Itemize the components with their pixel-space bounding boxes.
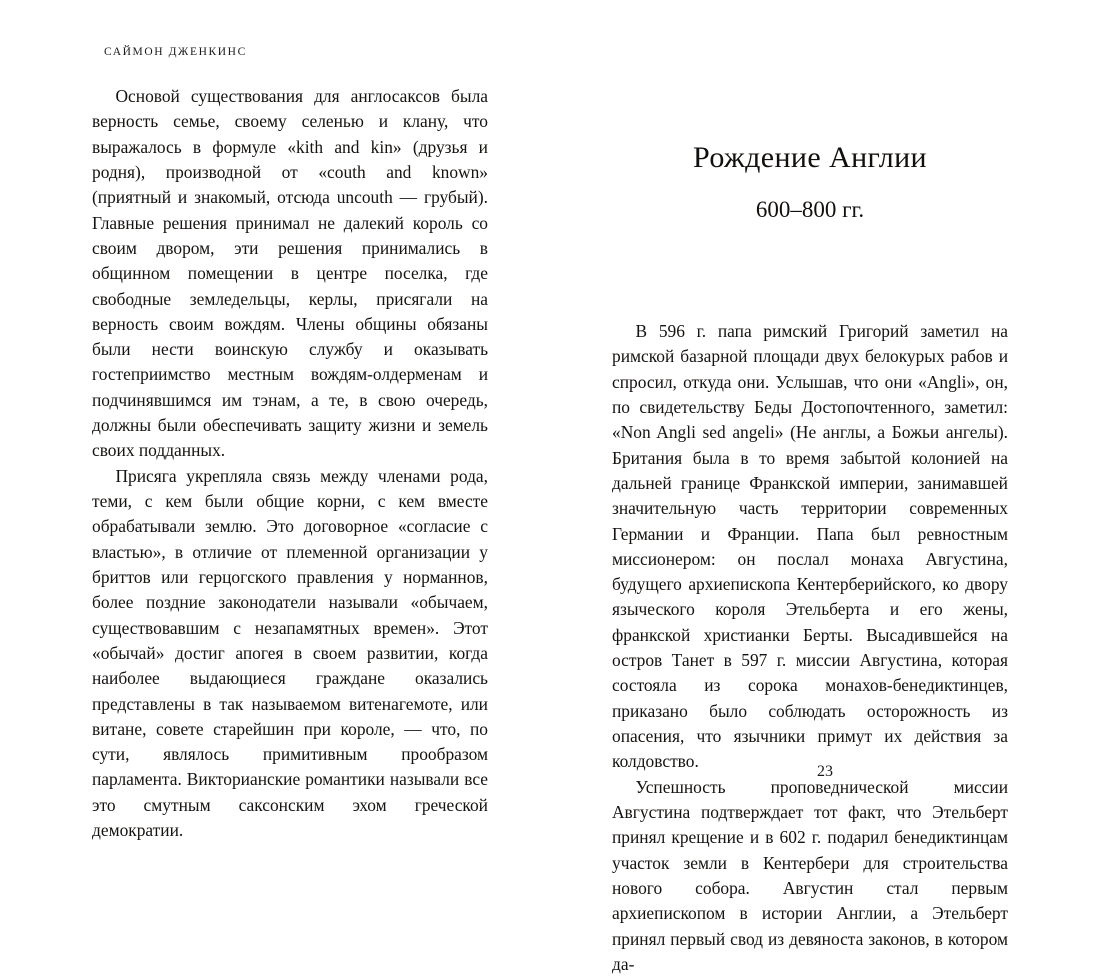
page-number: 23: [817, 763, 833, 780]
paragraph: Присяга укрепляла связь между членами рода, теми, с кем были общие корни, с кем вместе обрабатывали землю. Это договорное «согласие с властью», в отличие от племенной организации у бриттов или герцогского правления у норманнов, более поздние законодатели называли «обычаем, существовавшим с незапамятных времен». Этот «обычай» достиг апогея в своем развитии, когда наиболее выдающиеся граждане оказались представлены в так называемом витенагемоте, или витане, совете старейшин при короле, — что, по сути, являлось примитивным прообразом парламента. Викторианские романтики называли все это смутным саксонским эхом греческой демократии.: [92, 465, 488, 841]
running-head-author: САЙМОН ДЖЕНКИНС: [104, 46, 247, 58]
right-page-body: [612, 319, 1008, 977]
chapter-date-range: 600–800 гг.: [755, 197, 865, 222]
paragraph: Основой существования для англосаксов была верность семье, своему селенью и клану, что выражалось в формуле «kith and kin» (друзья и родня), производной от «couth and known» (приятный и знакомый, отсюда uncouth — грубый). Главные решения принимал не далекий король со своим двором, эти решения принимались в общинном помещении в центре поселка, где свободные земледельцы, керлы, присягали на верность своим вождям. Члены общины обязаны были нести воинскую службу и оказывать гостеприимство местным вождям-олдерменам и подчинявшимся им тэнам, а те, в свою очередь, должны были обеспечивать защиту жизни и земель своих подданных.: [92, 86, 488, 461]
paragraph: В 596 г. папа римский Григорий заметил на римской базарной площади двух белокурых рабов и спросил, откуда они. Услышав, что они «Angli», он, по свидетельству Беды Достопочтенного, заметил: «Non Angli sed angeli» (Не англы, а Божьи ангелы). Британия была в то время забытой колонией на дальней границе Франкской империи, занимавшей значительную часть территории современных Германии и Франции. Папа был ревностным миссионером: он послал монаха Августина, будущего архиепископа Кентерберийского, ко двору языческого короля Этельберта и его жены, франкской христианки Берты. Высадившейся на остров Танет в 597 г. миссии Августина, которая состояла из сорока монахов-бенедиктинцев, приказано было соблюдать осторожность из опасения, что язычники примут их действия за колдовство.: [612, 321, 1008, 772]
chapter-title: Рождение Англии: [692, 141, 927, 174]
right-page: [550, 0, 1100, 974]
left-page: [0, 0, 550, 841]
paragraph: Успешность проповеднической миссии Августина подтверждает тот факт, что Этельберт принял крещение и в 602 г. подарил бенедиктинцам участок земли в Кентербери для строительства нового собора. Августин стал первым архиепископом в истории Англии, а Этельберт принял первый свод из девяноста законов, в котором да-: [612, 776, 1008, 974]
left-page-body: [92, 84, 488, 843]
chapter-heading: [612, 141, 1008, 223]
